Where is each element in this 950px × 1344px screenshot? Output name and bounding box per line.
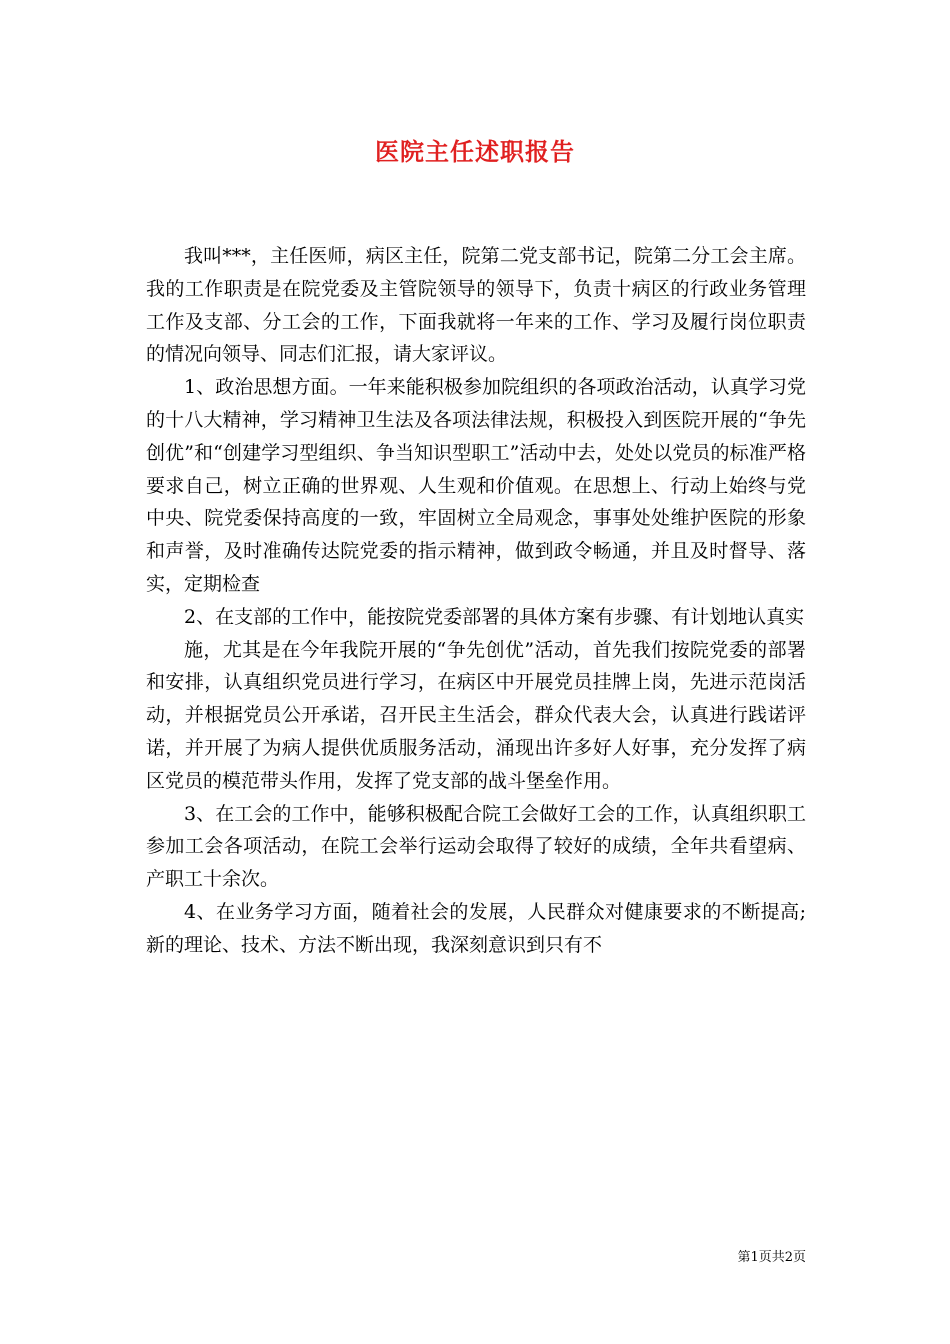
- paragraph-study: 4、在业务学习方面，随着社会的发展，人民群众对健康要求的不断提高;新的理论、技术、方法不断出现，我深刻意识到只有不: [146, 900, 806, 956]
- paragraph-branch: 2、在支部的工作中，能按院党委部署的具体方案有步骤、有计划地认真实: [184, 605, 805, 628]
- document-title: 医院主任述职报告: [375, 137, 575, 166]
- paragraph-union: 3、在工会的工作中，能够积极配合院工会做好工会的工作，认真组织职工参加工会各项活动，在院工会举行运动会取得了较好的成绩，全年共看望病、产职工十余次。: [146, 802, 806, 891]
- paragraph-branch-continued: 施，尤其是在今年我院开展的“争先创优”活动，首先我们按院党委的部署和安排，认真组织党员进行学习，在病区中开展党员挂牌上岗，先进示范岗活动，并根据党员公开承诺，召开民主生活会，群众代表大会，认真进行践诺评诺，并开展了为病人提供优质服务活动，涌现出许多好人好事，充分发挥了病区党员的模范带头作用，发挥了党支部的战斗堡垒作用。: [146, 638, 806, 792]
- page-number: 第1页共2页: [737, 1250, 806, 1265]
- paragraph-political: 1、政治思想方面。一年来能积极参加院组织的各项政治活动，认真学习党的十八大精神，学习精神卫生法及各项法律法规，积极投入到医院开展的“争先创优”和“创建学习型组织、争当知识型职工”活动中去，处处以党员的标准严格要求自己，树立正确的世界观、人生观和价值观。在思想上、行动上始终与党中央、院党委保持高度的一致，牢固树立全局观念，事事处处维护医院的形象和声誉，及时准确传达院党委的指示精神，做到政令畅通，并且及时督导、落实，定期检查: [146, 376, 806, 595]
- paragraph-intro: 我叫***，主任医师，病区主任，院第二党支部书记，院第二分工会主席。我的工作职责是在院党委及主管院领导的领导下，负责十病区的行政业务管理工作及支部、分工会的工作，下面我就将一年来的工作、学习及履行岗位职责的情况向领导、同志们汇报，请大家评议。: [146, 245, 806, 366]
- document-body: [146, 240, 806, 962]
